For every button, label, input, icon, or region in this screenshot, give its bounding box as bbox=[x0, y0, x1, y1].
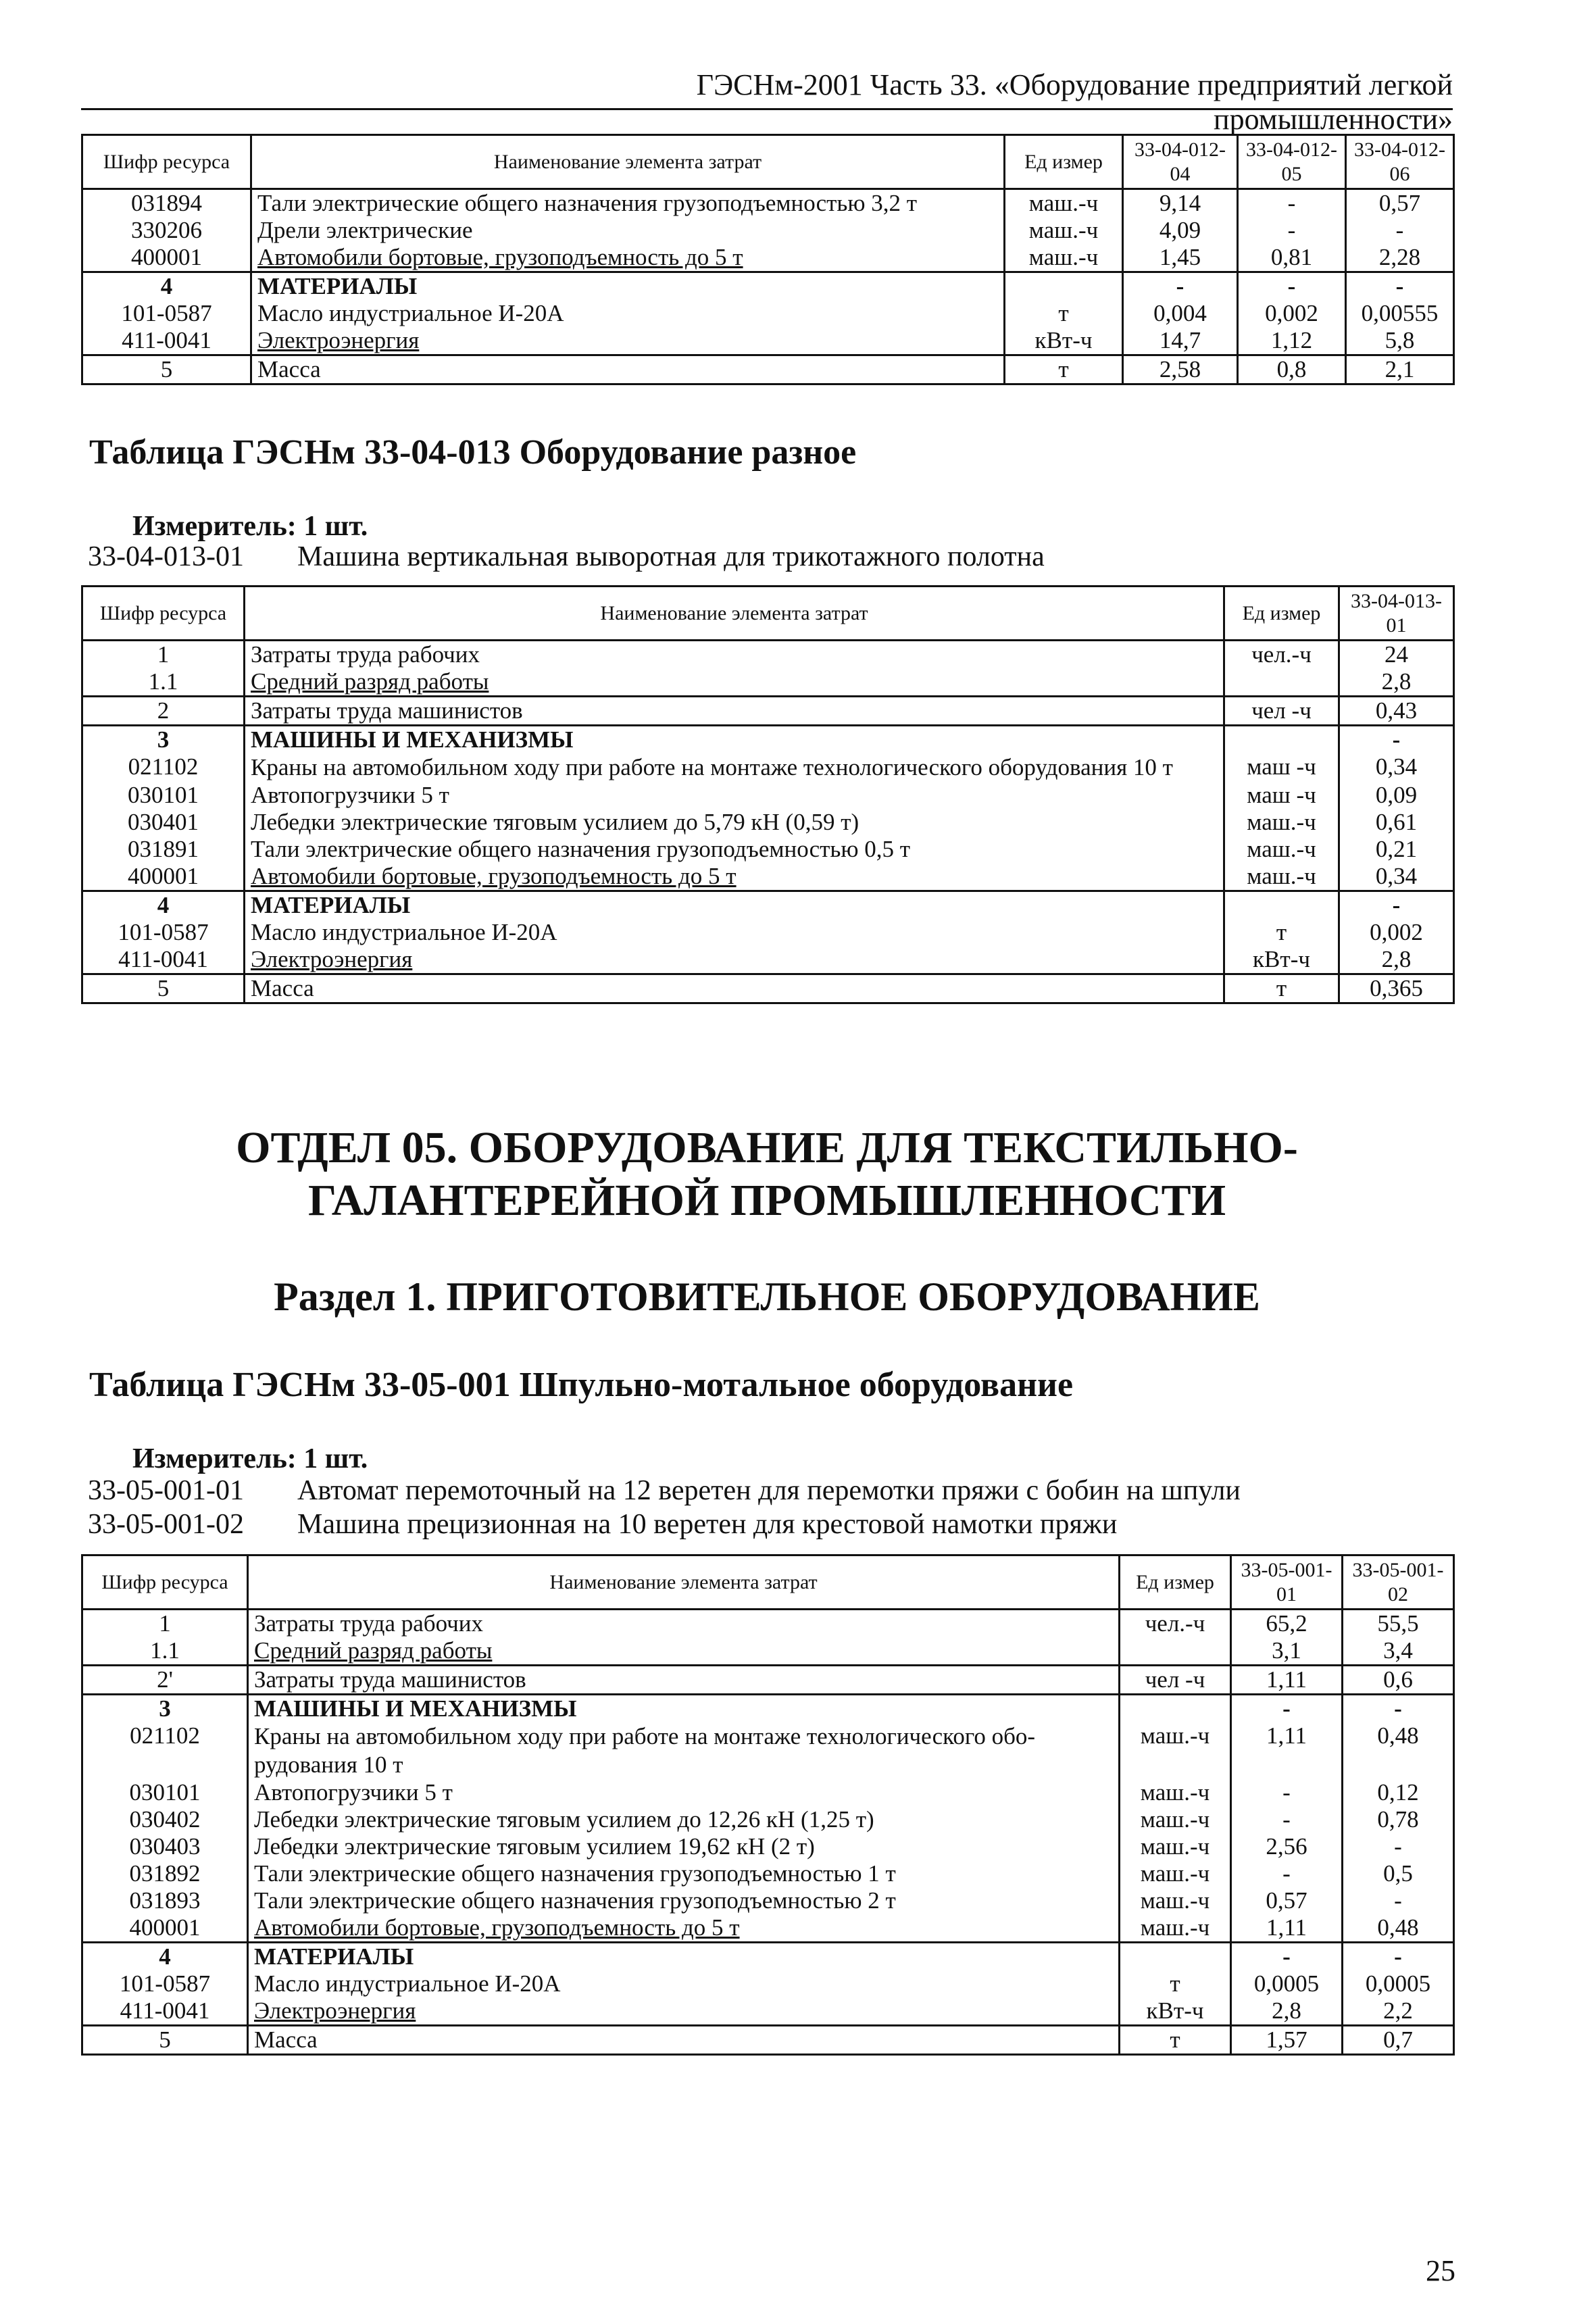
table-row bbox=[82, 1610, 1454, 1638]
col-header-code: Шифр ресурса bbox=[103, 150, 230, 173]
unit bbox=[1120, 1943, 1231, 1971]
value-cell: 0,004 bbox=[1123, 300, 1238, 327]
table-row bbox=[82, 697, 1454, 726]
value-cell: 0,00555 bbox=[1346, 300, 1454, 327]
norm-code: 33-05-001-02 bbox=[88, 1509, 244, 1540]
meter-label: Измеритель: bbox=[132, 1443, 297, 1474]
unit: маш.-ч bbox=[1120, 1833, 1231, 1860]
unit: чел.-ч bbox=[1120, 1610, 1231, 1638]
resource-name: Лебедки электрические тяговым усилием до 5,79 кН (0,59 т) bbox=[245, 809, 1224, 836]
col-header-code: Шифр ресурса bbox=[99, 601, 227, 624]
section-name: МАШИНЫ И МЕХАНИЗМЫ bbox=[248, 1695, 1120, 1723]
unit: чел -ч bbox=[1120, 1666, 1231, 1695]
section-title: Раздел 1. ПРИГОТОВИТЕЛЬНОЕ ОБОРУДОВАНИЕ bbox=[274, 1274, 1260, 1319]
meter-line bbox=[132, 1443, 368, 1475]
table-row bbox=[82, 863, 1454, 891]
unit: маш.-ч bbox=[1120, 1914, 1231, 1943]
section-name: МАТЕРИАЛЫ bbox=[251, 272, 1005, 301]
table-row bbox=[82, 1970, 1454, 1997]
resource-code: 400001 bbox=[129, 1914, 201, 1941]
value-cell: 0,8 bbox=[1238, 355, 1346, 384]
resource-code: 030401 bbox=[128, 809, 199, 835]
value-cell: 0,57 bbox=[1231, 1887, 1343, 1914]
value-cell: - bbox=[1346, 272, 1454, 301]
resource-code: 5 bbox=[160, 356, 173, 382]
col-header-unit: Ед измер bbox=[1224, 587, 1339, 641]
col-header-resource-code: 33-04-013-01 bbox=[1339, 587, 1454, 641]
value-cell: - bbox=[1231, 1860, 1343, 1887]
value-cell: - bbox=[1238, 189, 1346, 218]
value-cell: 0,12 bbox=[1343, 1779, 1454, 1806]
table-row bbox=[82, 1666, 1454, 1695]
col-header-unit: Ед измер bbox=[1005, 135, 1123, 189]
unit: кВт-ч bbox=[1005, 327, 1123, 355]
unit: маш.-ч bbox=[1224, 863, 1339, 891]
unit: т bbox=[1120, 1970, 1231, 1997]
resource-code: 021102 bbox=[128, 753, 199, 780]
value-cell: 2,8 bbox=[1231, 1997, 1343, 2026]
resource-name: Автопогрузчики 5 т bbox=[245, 782, 1224, 809]
norm-item bbox=[88, 1474, 1241, 1507]
table-row bbox=[82, 641, 1454, 669]
col-header-resource-code: 33-04-012-06 bbox=[1346, 135, 1454, 189]
value-cell: 9,14 bbox=[1123, 189, 1238, 218]
value-cell: 2,2 bbox=[1343, 1997, 1454, 2026]
resource-code: 1 bbox=[157, 641, 170, 668]
resource-code: 101-0587 bbox=[121, 300, 212, 326]
value-cell: 4,09 bbox=[1123, 217, 1238, 244]
col-header-name: Наименование элемента затрат bbox=[251, 135, 1005, 189]
value-cell: 3,4 bbox=[1343, 1637, 1454, 1666]
resource-code: 1 bbox=[159, 1610, 171, 1637]
resource-name: Затраты труда рабочих bbox=[245, 641, 1224, 669]
row-group bbox=[82, 189, 1454, 272]
norm-item bbox=[88, 541, 1045, 573]
table-row bbox=[82, 1943, 1454, 1971]
resource-table-33-04-012 bbox=[81, 134, 1455, 385]
value-cell: - bbox=[1238, 272, 1346, 301]
col-header-resource-code: 33-05-001-01 bbox=[1231, 1555, 1343, 1610]
resource-code: 031894 bbox=[131, 190, 202, 216]
table-row bbox=[82, 1637, 1454, 1666]
table-row bbox=[82, 946, 1454, 974]
value-cell: - bbox=[1343, 1833, 1454, 1860]
value-cell: 1,11 bbox=[1231, 1722, 1343, 1779]
resource-code: 4 bbox=[157, 892, 170, 918]
resource-name: Масса bbox=[251, 355, 1005, 384]
unit: т bbox=[1224, 974, 1339, 1003]
section-name: МАТЕРИАЛЫ bbox=[245, 891, 1224, 920]
value-cell: - bbox=[1238, 217, 1346, 244]
value-cell: - bbox=[1231, 1695, 1343, 1723]
value-cell: 0,78 bbox=[1343, 1806, 1454, 1833]
resource-code: 411-0041 bbox=[120, 1997, 210, 2024]
value-cell: 3,1 bbox=[1231, 1637, 1343, 1666]
section-name: МАШИНЫ И МЕХАНИЗМЫ bbox=[245, 726, 1224, 754]
value-cell: 0,48 bbox=[1343, 1914, 1454, 1943]
resource-code: 5 bbox=[159, 2026, 171, 2053]
value-cell: 24 bbox=[1339, 641, 1454, 669]
resource-name: Тали электрические общего назначения грузоподъемностью 2 т bbox=[248, 1887, 1120, 1914]
unit: маш.-ч bbox=[1120, 1806, 1231, 1833]
col-header-unit: Ед измер bbox=[1120, 1555, 1231, 1610]
col-header-resource-code: 33-04-012-05 bbox=[1238, 135, 1346, 189]
col-header-resource-code: 33-04-012-04 bbox=[1123, 135, 1238, 189]
table-row bbox=[82, 327, 1454, 355]
resource-name: Электроэнергия bbox=[245, 946, 1224, 974]
table-row bbox=[82, 1779, 1454, 1806]
table-row bbox=[82, 891, 1454, 920]
table-row bbox=[82, 1914, 1454, 1943]
value-cell: 2,8 bbox=[1339, 946, 1454, 974]
row-group bbox=[82, 2026, 1454, 2055]
resource-code: 030101 bbox=[129, 1779, 201, 1806]
resource-code: 330206 bbox=[131, 217, 202, 243]
unit: маш.-ч bbox=[1005, 189, 1123, 218]
meter-line bbox=[132, 510, 368, 543]
value-cell: 0,365 bbox=[1339, 974, 1454, 1003]
norm-description: Автомат перемоточный на 12 веретен для перемотки пряжи с бобин на шпули bbox=[297, 1475, 1241, 1506]
resource-name: Масса bbox=[248, 2026, 1120, 2055]
unit: маш -ч bbox=[1224, 782, 1339, 809]
resource-code: 031891 bbox=[128, 836, 199, 862]
value-cell: 0,6 bbox=[1343, 1666, 1454, 1695]
resource-name: Автомобили бортовые, грузоподъемность до 5 т bbox=[248, 1914, 1120, 1943]
norm-item bbox=[88, 1508, 1117, 1541]
resource-table-33-04-013 bbox=[81, 585, 1455, 1004]
resource-name: Тали электрические общего назначения грузоподъемностью 3,2 т bbox=[251, 189, 1005, 218]
section-name: МАТЕРИАЛЫ bbox=[248, 1943, 1120, 1971]
table-row bbox=[82, 355, 1454, 384]
unit bbox=[1224, 668, 1339, 697]
value-cell: - bbox=[1343, 1695, 1454, 1723]
value-cell: - bbox=[1231, 1943, 1343, 1971]
value-cell: - bbox=[1123, 272, 1238, 301]
resource-code: 030403 bbox=[129, 1833, 201, 1860]
value-cell: - bbox=[1343, 1887, 1454, 1914]
value-cell: 2,28 bbox=[1346, 244, 1454, 272]
resource-name: Лебедки электрические тяговым усилием до 12,26 кН (1,25 т) bbox=[248, 1806, 1120, 1833]
value-cell: 0,09 bbox=[1339, 782, 1454, 809]
resource-name: Электроэнергия bbox=[251, 327, 1005, 355]
unit bbox=[1120, 1637, 1231, 1666]
unit: маш.-ч bbox=[1120, 1722, 1231, 1779]
resource-code: 400001 bbox=[128, 863, 199, 889]
value-cell: 0,5 bbox=[1343, 1860, 1454, 1887]
value-cell: - bbox=[1231, 1806, 1343, 1833]
resource-name: Тали электрические общего назначения грузоподъемностью 1 т bbox=[248, 1860, 1120, 1887]
unit: т bbox=[1005, 355, 1123, 384]
resource-table-33-05-001 bbox=[81, 1554, 1455, 2056]
resource-code: 5 bbox=[157, 975, 170, 1001]
resource-code: 1.1 bbox=[150, 1637, 180, 1664]
norm-code: 33-05-001-01 bbox=[88, 1475, 244, 1506]
unit: маш.-ч bbox=[1005, 244, 1123, 272]
value-cell: 0,34 bbox=[1339, 753, 1454, 782]
table-row bbox=[82, 272, 1454, 301]
value-cell: 0,0005 bbox=[1343, 1970, 1454, 1997]
table-row bbox=[82, 1887, 1454, 1914]
resource-code: 3 bbox=[157, 726, 170, 753]
value-cell: 1,11 bbox=[1231, 1666, 1343, 1695]
resource-code: 1.1 bbox=[148, 668, 178, 695]
resource-code: 031892 bbox=[129, 1860, 201, 1887]
unit: т bbox=[1224, 919, 1339, 946]
resource-name: Масса bbox=[245, 974, 1224, 1003]
meter-label: Измеритель: bbox=[132, 511, 297, 542]
value-cell: 2,58 bbox=[1123, 355, 1238, 384]
table-row bbox=[82, 189, 1454, 218]
resource-name: Электроэнергия bbox=[248, 1997, 1120, 2026]
resource-name: Краны на автомобильном ходу при работе на монтаже технологического обо-рудования 10 т bbox=[248, 1722, 1120, 1779]
row-group bbox=[82, 1943, 1454, 2026]
meter-value: 1 шт. bbox=[303, 1443, 368, 1474]
table-row bbox=[82, 2026, 1454, 2055]
resource-name: Масло индустриальное И-20А bbox=[251, 300, 1005, 327]
table-row bbox=[82, 244, 1454, 272]
resource-code: 411-0041 bbox=[118, 946, 208, 972]
resource-code: 3 bbox=[159, 1695, 171, 1722]
value-cell: - bbox=[1231, 1779, 1343, 1806]
col-header-name: Наименование элемента затрат bbox=[245, 587, 1224, 641]
value-cell: 0,34 bbox=[1339, 863, 1454, 891]
table-row bbox=[82, 1997, 1454, 2026]
resource-name: Автомобили бортовые, грузоподъемность до 5 т bbox=[245, 863, 1224, 891]
table-row bbox=[82, 668, 1454, 697]
value-cell: 0,002 bbox=[1339, 919, 1454, 946]
row-group bbox=[82, 1610, 1454, 1666]
unit: маш.-ч bbox=[1120, 1887, 1231, 1914]
unit: маш.-ч bbox=[1005, 217, 1123, 244]
row-group bbox=[82, 272, 1454, 355]
value-cell: - bbox=[1339, 726, 1454, 754]
row-group bbox=[82, 697, 1454, 726]
resource-code: 030402 bbox=[129, 1806, 201, 1833]
header-rule bbox=[81, 108, 1453, 110]
table-row bbox=[82, 726, 1454, 754]
table-title: Таблица ГЭСНм 33-05-001 Шпульно-мотальное оборудование bbox=[89, 1366, 1074, 1404]
table-title: Таблица ГЭСНм 33-04-013 Оборудование разное bbox=[89, 433, 857, 472]
row-group bbox=[82, 974, 1454, 1003]
value-cell: 2,1 bbox=[1346, 355, 1454, 384]
row-group bbox=[82, 891, 1454, 974]
resource-name: Затраты труда машинистов bbox=[245, 697, 1224, 726]
value-cell: 2,8 bbox=[1339, 668, 1454, 697]
norm-code: 33-04-013-01 bbox=[88, 541, 244, 572]
unit: кВт-ч bbox=[1120, 1997, 1231, 2026]
row-group bbox=[82, 1666, 1454, 1695]
resource-code: 101-0587 bbox=[118, 919, 209, 945]
resource-code: 4 bbox=[160, 273, 173, 299]
value-cell: 1,12 bbox=[1238, 327, 1346, 355]
value-cell: - bbox=[1343, 1943, 1454, 1971]
table-row bbox=[82, 919, 1454, 946]
table-row bbox=[82, 753, 1454, 782]
resource-code: 2' bbox=[157, 1666, 173, 1693]
unit bbox=[1120, 1695, 1231, 1723]
value-cell: 0,21 bbox=[1339, 836, 1454, 863]
value-cell: 0,48 bbox=[1343, 1722, 1454, 1779]
norm-description: Машина прецизионная на 10 веретен для крестовой намотки пряжи bbox=[297, 1509, 1118, 1540]
resource-code: 031893 bbox=[129, 1887, 201, 1914]
resource-name: Автомобили бортовые, грузоподъемность до 5 т bbox=[251, 244, 1005, 272]
value-cell: 0,57 bbox=[1346, 189, 1454, 218]
value-cell: 0,0005 bbox=[1231, 1970, 1343, 1997]
unit: т bbox=[1120, 2026, 1231, 2055]
meter-value: 1 шт. bbox=[303, 511, 368, 542]
row-group bbox=[82, 1695, 1454, 1943]
value-cell: 0,002 bbox=[1238, 300, 1346, 327]
unit bbox=[1224, 891, 1339, 920]
resource-name: Средний разряд работы bbox=[245, 668, 1224, 697]
resource-code: 411-0041 bbox=[122, 327, 211, 353]
running-header: ГЭСНм-2001 Часть 33. «Оборудование предприятий легкой промышленности» bbox=[696, 68, 1453, 136]
table-row bbox=[82, 809, 1454, 836]
resource-name: Тали электрические общего назначения грузоподъемностью 0,5 т bbox=[245, 836, 1224, 863]
norm-description: Машина вертикальная выворотная для трикотажного полотна bbox=[297, 541, 1045, 572]
col-header-code: Шифр ресурса bbox=[101, 1570, 228, 1593]
value-cell: 65,2 bbox=[1231, 1610, 1343, 1638]
resource-name: Затраты труда машинистов bbox=[248, 1666, 1120, 1695]
resource-name: Масло индустриальное И-20А bbox=[248, 1970, 1120, 1997]
resource-name: Дрели электрические bbox=[251, 217, 1005, 244]
unit: т bbox=[1005, 300, 1123, 327]
department-title: ОТДЕЛ 05. ОБОРУДОВАНИЕ ДЛЯ ТЕКСТИЛЬНО-ГАЛАНТЕРЕЙНОЙ ПРОМЫШЛЕННОСТИ bbox=[236, 1123, 1298, 1225]
resource-code: 400001 bbox=[131, 244, 202, 270]
unit: кВт-ч bbox=[1224, 946, 1339, 974]
col-header-resource-code: 33-05-001-02 bbox=[1343, 1555, 1454, 1610]
table-row bbox=[82, 1860, 1454, 1887]
table-row bbox=[82, 974, 1454, 1003]
value-cell: 0,81 bbox=[1238, 244, 1346, 272]
resource-name: Масло индустриальное И-20А bbox=[245, 919, 1224, 946]
resource-name: Средний разряд работы bbox=[248, 1637, 1120, 1666]
unit: маш.-ч bbox=[1120, 1779, 1231, 1806]
page-number: 25 bbox=[1426, 2254, 1455, 2287]
resource-name: Затраты труда рабочих bbox=[248, 1610, 1120, 1638]
value-cell: - bbox=[1346, 217, 1454, 244]
value-cell: - bbox=[1339, 891, 1454, 920]
row-group bbox=[82, 355, 1454, 384]
unit: маш.-ч bbox=[1224, 836, 1339, 863]
value-cell: 0,7 bbox=[1343, 2026, 1454, 2055]
table-row bbox=[82, 836, 1454, 863]
table-row bbox=[82, 300, 1454, 327]
unit bbox=[1005, 272, 1123, 301]
resource-code: 030101 bbox=[128, 782, 199, 808]
table-row bbox=[82, 1833, 1454, 1860]
value-cell: 1,11 bbox=[1231, 1914, 1343, 1943]
unit: маш.-ч bbox=[1224, 809, 1339, 836]
unit: маш -ч bbox=[1224, 753, 1339, 782]
unit bbox=[1224, 726, 1339, 754]
value-cell: 1,45 bbox=[1123, 244, 1238, 272]
unit: чел.-ч bbox=[1224, 641, 1339, 669]
table-row bbox=[82, 1695, 1454, 1723]
resource-code: 021102 bbox=[130, 1722, 200, 1749]
table-row bbox=[82, 1806, 1454, 1833]
unit: маш.-ч bbox=[1120, 1860, 1231, 1887]
value-cell: 2,56 bbox=[1231, 1833, 1343, 1860]
col-header-name: Наименование элемента затрат bbox=[248, 1555, 1120, 1610]
table-row bbox=[82, 1722, 1454, 1779]
value-cell: 55,5 bbox=[1343, 1610, 1454, 1638]
value-cell: 1,57 bbox=[1231, 2026, 1343, 2055]
resource-code: 101-0587 bbox=[119, 1970, 211, 1997]
value-cell: 0,43 bbox=[1339, 697, 1454, 726]
table-row bbox=[82, 217, 1454, 244]
resource-name: Краны на автомобильном ходу при работе на монтаже технологического оборудования 10 т bbox=[245, 753, 1224, 782]
value-cell: 14,7 bbox=[1123, 327, 1238, 355]
resource-code: 4 bbox=[159, 1943, 171, 1970]
resource-name: Лебедки электрические тяговым усилием 19,62 кН (2 т) bbox=[248, 1833, 1120, 1860]
row-group bbox=[82, 641, 1454, 697]
resource-name: Автопогрузчики 5 т bbox=[248, 1779, 1120, 1806]
resource-code: 2 bbox=[157, 697, 170, 724]
value-cell: 0,61 bbox=[1339, 809, 1454, 836]
unit: чел -ч bbox=[1224, 697, 1339, 726]
row-group bbox=[82, 726, 1454, 891]
value-cell: 5,8 bbox=[1346, 327, 1454, 355]
table-row bbox=[82, 782, 1454, 809]
